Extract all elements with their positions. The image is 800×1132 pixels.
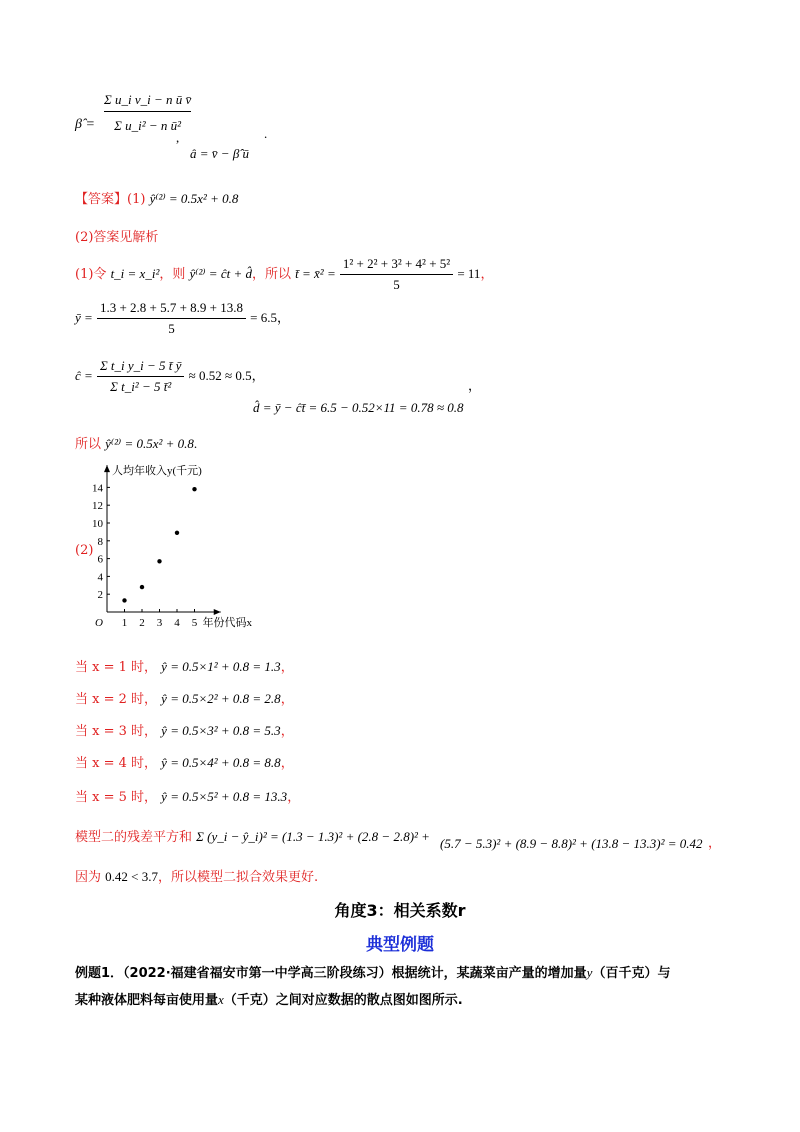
scatter-chart (90, 462, 280, 637)
case-1-end: ， (280, 660, 294, 675)
y-tick-label: 4 (97, 571, 103, 584)
y-axis-arrow (104, 465, 110, 472)
ybar-lhs: ȳ = (75, 310, 93, 325)
case-line-5 (75, 786, 300, 805)
step1-prefix: (1)令 (75, 267, 107, 282)
x-tick-label: 1 (121, 617, 128, 629)
step1-line (75, 256, 493, 293)
example-text-4: （千克）之间对应数据的散点图如图所示. (223, 993, 463, 1008)
case-2-formula: ŷ = 0.5×2² + 0.8 = 2.8 (161, 691, 281, 706)
because-formula: 0.42 < 3.7 (105, 869, 158, 884)
x-tick-label: 3 (156, 617, 163, 629)
answer-part1-formula: ŷ⁽²⁾ = 0.5x² + 0.8 (149, 191, 239, 206)
case-line-1 (75, 656, 294, 675)
beta-lhs: β̂ = (75, 117, 95, 132)
x-axis-arrow (214, 609, 221, 615)
case-5-end: ， (287, 790, 301, 805)
case-1-cond: 当 x = 1 时， (75, 660, 158, 675)
dhat-formula: d̂ = ȳ − ĉt̄ = 6.5 − 0.52×11 = 0.78 ≈ 0.8 (253, 400, 464, 415)
scatter-point (192, 487, 196, 491)
heading-example: 典型例题 (366, 935, 434, 955)
answer-tag: 【答案】 (75, 192, 128, 207)
y-tick-label: 12 (92, 500, 103, 513)
beta-fraction (104, 92, 191, 134)
y-axis-label: 人均年收入y(千元) (112, 465, 202, 478)
chat-result: ≈ 0.52 ≈ 0.5 (188, 368, 252, 383)
so-prefix: 所以 (75, 437, 102, 452)
case-2-cond: 当 x = 2 时， (75, 692, 158, 707)
beta-sep: , (176, 130, 180, 145)
heading-angle: 角度3：相关系数r (334, 901, 466, 920)
chat-numerator: Σ t_i y_i − 5 t̄ ȳ (97, 358, 185, 377)
step1-mid: ，则 (159, 267, 186, 282)
scatter-point (140, 585, 144, 589)
case-4-end: ， (280, 756, 294, 771)
alpha-formula: â = v̄ − β̂ ū (190, 146, 250, 161)
case-4-formula: ŷ = 0.5×4² + 0.8 = 8.8 (161, 755, 281, 770)
x-tick-label: 4 (174, 617, 180, 629)
case-2-end: ， (280, 692, 294, 707)
step1-t-denominator: 5 (393, 277, 400, 292)
step1-so: ，所以 (251, 267, 291, 282)
chat-lhs: ĉ = (75, 368, 93, 383)
case-5-cond: 当 x = 5 时， (75, 790, 158, 805)
chat-comma: ， (251, 369, 265, 384)
answer-part2: (2)答案见解析 (75, 230, 159, 245)
beta-numerator: Σ u_i v_i − n ū v̄ (104, 92, 191, 112)
ybar-numerator: 1.3 + 2.8 + 5.7 + 8.9 + 13.8 (97, 300, 246, 319)
beta-denominator: Σ u_i² − n ū² (114, 118, 182, 133)
step1-t-fraction (340, 256, 453, 293)
so-end: . (193, 436, 198, 451)
chat-denominator: Σ t_i² − 5 t̄² (110, 379, 172, 394)
ybar-comma: ， (277, 311, 291, 326)
step1-tbar: t̄ = x̄² = (295, 266, 336, 281)
case-1-formula: ŷ = 0.5×1² + 0.8 = 1.3 (161, 659, 281, 674)
scatter-point (122, 598, 126, 602)
y-tick-label: 8 (97, 535, 103, 548)
example-text-1: 例题1．（2022·福建省福安市第一中学高三阶段练习）根据统计，某蔬菜亩产量的增加量 (75, 966, 587, 981)
chat-fraction (97, 358, 185, 395)
ybar-line (75, 300, 290, 337)
step1-model: ŷ⁽²⁾ = ĉt + d̂ (189, 266, 252, 281)
example-text-3: 某种液体肥料每亩使用量 (75, 993, 219, 1008)
step1-t-numerator: 1² + 2² + 3² + 4² + 5² (340, 256, 453, 275)
y-tick-label: 6 (97, 553, 103, 566)
step1-comma: ， (480, 267, 494, 282)
example-var-y: y (586, 965, 593, 980)
case-line-3 (75, 720, 294, 739)
ybar-fraction (97, 300, 246, 337)
residual-prefix: 模型二的残差平方和 (75, 830, 193, 845)
x-tick-label: 5 (191, 617, 198, 629)
y-tick-label: 2 (97, 589, 103, 602)
step1-substitution: t_i = x_i² (110, 266, 160, 281)
x-tick-label: 2 (139, 617, 145, 629)
chart-layer (92, 463, 252, 629)
x-axis-label: 年份代码x (202, 617, 252, 629)
case-4-cond: 当 x = 4 时， (75, 756, 158, 771)
y-tick-label: 10 (92, 518, 103, 530)
example-text-2: （百千克）与 (592, 966, 671, 981)
scatter-point (175, 531, 179, 535)
example-paragraph (75, 960, 735, 1014)
case-line-4 (75, 752, 294, 771)
ybar-denominator: 5 (168, 321, 175, 336)
ybar-result: = 6.5 (250, 310, 277, 325)
residual-formula-1: Σ (y_i − ŷ_i)² = (1.3 − 1.3)² + (2.8 − 2.8)² + (196, 829, 430, 844)
answer-part1-prefix: (1) (127, 192, 146, 207)
because-suffix: ，所以模型二拟合效果更好. (158, 870, 319, 885)
because-prefix: 因为 (75, 870, 102, 885)
because-line (75, 866, 318, 885)
case-3-formula: ŷ = 0.5×3² + 0.8 = 5.3 (161, 723, 281, 738)
step1-t-result: = 11 (457, 266, 481, 281)
case-5-formula: ŷ = 0.5×5² + 0.8 = 13.3 (161, 789, 288, 804)
residual-end: ， (708, 836, 722, 851)
chat-comma2: ， (468, 379, 482, 394)
example-var-x: x (218, 992, 224, 1007)
part2-label: (2) (75, 543, 94, 558)
origin-label: O (95, 617, 103, 629)
case-3-end: ， (280, 724, 294, 739)
y-tick-label: 14 (92, 482, 103, 495)
case-line-2 (75, 688, 294, 707)
formula-end: . (264, 126, 268, 141)
scatter-point (157, 559, 161, 563)
answer-line (75, 188, 238, 207)
residual-line (75, 826, 430, 845)
chat-line (75, 358, 265, 395)
so-formula: ŷ⁽²⁾ = 0.5x² + 0.8 (105, 436, 194, 451)
so-line (75, 433, 197, 452)
case-3-cond: 当 x = 3 时， (75, 724, 158, 739)
residual-formula-2: (5.7 − 5.3)² + (8.9 − 8.8)² + (13.8 − 13.3)² = 0.42 (440, 836, 703, 851)
